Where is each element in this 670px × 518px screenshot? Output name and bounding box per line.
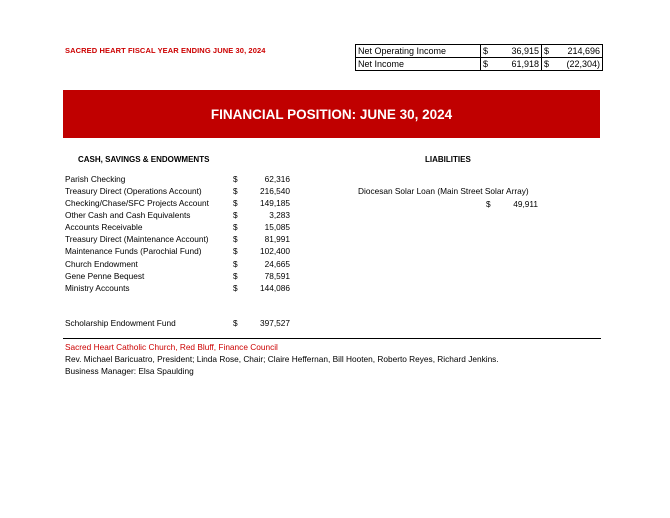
currency-sign: $ [233, 186, 238, 196]
fiscal-year-note: SACRED HEART FISCAL YEAR ENDING JUNE 30, 2024 [65, 46, 266, 55]
currency-sign: $ [233, 210, 238, 220]
net-operating-income-label: Net Operating Income [356, 45, 481, 58]
asset-row [65, 185, 290, 197]
asset-label: Accounts Receivable [65, 222, 143, 232]
currency-sign: $ [542, 45, 557, 58]
council-members: Rev. Michael Baricuatro, President; Linda Rose, Chair; Claire Heffernan, Bill Hooten, Roberto Reyes, Richard Jenkins. [65, 354, 499, 364]
currency-sign: $ [481, 45, 496, 58]
asset-label: Ministry Accounts [65, 283, 130, 293]
asset-label: Other Cash and Cash Equivalents [65, 210, 191, 220]
asset-row [65, 209, 290, 221]
net-income-value-1: 61,918 [495, 58, 542, 71]
currency-sign: $ [233, 234, 238, 244]
asset-label: Parish Checking [65, 174, 126, 184]
asset-value: 216,540 [260, 186, 290, 196]
asset-value: 81,991 [264, 234, 290, 244]
asset-row [65, 258, 290, 270]
asset-value: 102,400 [260, 246, 290, 256]
asset-value: 24,665 [264, 259, 290, 269]
currency-sign: $ [233, 283, 238, 293]
liability-value: 49,911 [513, 199, 538, 209]
net-operating-income-value-1: 36,915 [495, 45, 542, 58]
liabilities-heading: LIABILITIES [425, 155, 471, 164]
asset-label: Treasury Direct (Maintenance Account) [65, 234, 209, 244]
asset-label: Church Endowment [65, 259, 138, 269]
currency-sign: $ [542, 58, 557, 71]
net-operating-income-value-2: 214,696 [556, 45, 603, 58]
currency-sign: $ [233, 174, 238, 184]
asset-value: 3,283 [269, 210, 290, 220]
asset-value: 15,085 [264, 222, 290, 232]
financial-position-banner [63, 90, 600, 138]
asset-row [65, 221, 290, 233]
income-summary-table [355, 44, 603, 71]
asset-value: 144,086 [260, 283, 290, 293]
currency-sign: $ [486, 199, 491, 209]
asset-row [65, 282, 290, 294]
asset-label: Treasury Direct (Operations Account) [65, 186, 202, 196]
asset-value: 149,185 [260, 198, 290, 208]
asset-value: 62,316 [264, 174, 290, 184]
currency-sign: $ [233, 198, 238, 208]
asset-label: Gene Penne Bequest [65, 271, 145, 281]
table-row [356, 58, 603, 71]
asset-row [65, 233, 290, 245]
asset-value: 78,591 [264, 271, 290, 281]
business-manager: Business Manager: Elsa Spaulding [65, 366, 194, 376]
liability-label: Diocesan Solar Loan (Main Street Solar Array) [358, 186, 529, 196]
finance-council-title: Sacred Heart Catholic Church, Red Bluff, Finance Council [65, 342, 278, 352]
asset-label: Checking/Chase/SFC Projects Account [65, 198, 209, 208]
scholarship-row [65, 317, 290, 329]
currency-sign: $ [233, 318, 238, 328]
currency-sign: $ [233, 222, 238, 232]
asset-row [65, 197, 290, 209]
banner-title: FINANCIAL POSITION: JUNE 30, 2024 [210, 106, 453, 122]
asset-row [65, 173, 290, 185]
table-row [356, 45, 603, 58]
asset-label: Maintenance Funds (Parochial Fund) [65, 246, 202, 256]
scholarship-label: Scholarship Endowment Fund [65, 318, 176, 328]
currency-sign: $ [233, 246, 238, 256]
scholarship-value: 397,527 [260, 318, 290, 328]
net-income-value-2: (22,304) [556, 58, 603, 71]
net-income-label: Net Income [356, 58, 481, 71]
asset-row [65, 245, 290, 257]
footer-divider [63, 338, 601, 339]
assets-heading: CASH, SAVINGS & ENDOWMENTS [78, 155, 210, 164]
currency-sign: $ [481, 58, 496, 71]
asset-row [65, 270, 290, 282]
currency-sign: $ [233, 271, 238, 281]
currency-sign: $ [233, 259, 238, 269]
